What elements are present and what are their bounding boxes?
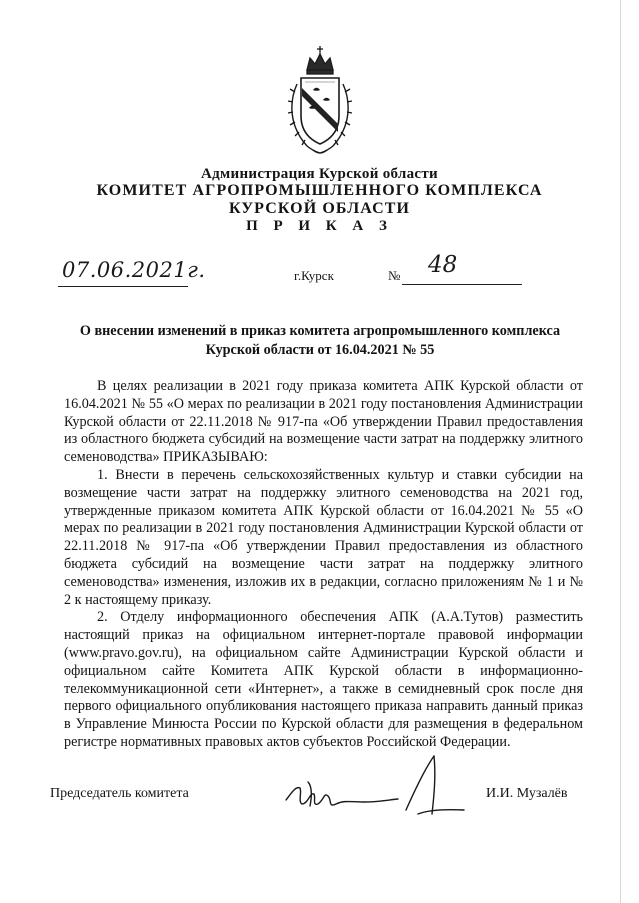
order-number: 48 (428, 252, 458, 278)
committee-name: КОМИТЕТ АГРОПРОМЫШЛЕННОГО КОМПЛЕКСА (96, 182, 543, 199)
signer-name: И.И. Музалёв (486, 786, 568, 801)
coat-of-arms-icon (283, 40, 357, 158)
item-2-paragraph: 2. Отделу информационного обеспечения АПК (А.А.Тутов) разместить настоящий приказ на официальном интернет-портале правовой информации (www.pravo.gov.ru), на официальном сайте Администрации Курской области и официальном сайте Комитета АПК Курской области в информационно-телекоммуникационной сети «Интернет», а также в семидневный срок после дня первого официального опубликования настоящего приказа направить данный приказ в Управление Минюста России по Курской области для размещения в федеральном регистре нормативных правовых актов субъектов Российской Федерации. (64, 609, 583, 750)
number-sign: № (388, 268, 401, 283)
item-1-paragraph: 1. Внести в перечень сельскохозяйственных культур и ставки субсидии на возмещение части затрат на поддержку элитного семеноводства на 2021 год, утвержденные приказом комитета АПК Курской области от 16.04.2021 № 55 «О мерах по реализации в 2021 году постановления Администрации Курской области от 22.11.2018 № 917-па «Об утверждении Правил предоставления из областного бюджета субсидий на возмещение части затрат на поддержку элитного семеноводства» изменения, изложив их в редакции, согласно приложениям № 1 и № 2 к настоящему приказу. (64, 466, 583, 608)
order-title: О внесении изменений в приказ комитета агропромышленного комплекса Курской области от 16.04.2021 № 55 (79, 323, 561, 358)
number-underline (402, 284, 522, 285)
signer-role: Председатель комитета (50, 786, 189, 801)
date-underline (58, 286, 188, 287)
signature-icon (278, 752, 478, 822)
order-city: г.Курск (294, 268, 334, 283)
scan-edge (620, 0, 621, 903)
order-body (64, 378, 583, 752)
order-date: 07.06.2021г. (62, 258, 206, 282)
document-type: П Р И К А З (246, 218, 393, 234)
committee-region: КУРСКОЙ ОБЛАСТИ (228, 200, 411, 217)
preamble-paragraph: В целях реализации в 2021 году приказа комитета АПК Курской области от 16.04.2021 № 55 «О мерах по реализации в 2021 году постановления Администрации Курской области от 22.11.2018 № 917-па «Об утверждении Правил предоставления из областного бюджета субсидий на возмещение части затрат на поддержку элитного семеноводства» ПРИКАЗЫВАЮ: (64, 378, 583, 466)
administration-name: Администрация Курской области (200, 166, 439, 182)
